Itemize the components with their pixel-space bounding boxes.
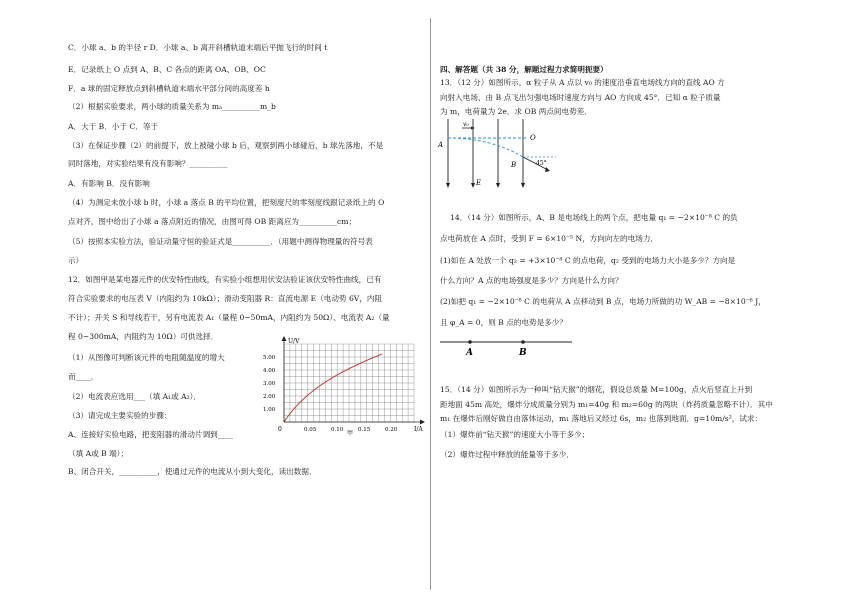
q12-step-b: B、闭合开关，__________，使通过元件的电流从小到大变化，读出数据． bbox=[68, 467, 317, 476]
q14-line1: 14．（14 分）如图所示，A、B 是电场线上的两个点，把电量 q₁ = −2×10⁻⁸ C 的负 bbox=[450, 213, 738, 222]
q12-sub1-line1: （1）从图像可判断该元件的电阻随温度的增大 bbox=[68, 353, 225, 362]
q11-part3-options: A．有影响 B．没有影响 bbox=[68, 179, 150, 188]
q15-line1: 15．（14 分）如图所示为一种叫“钻天猴”的烟花，假设总质量 M=100g，点火后竖直上升到 bbox=[440, 385, 753, 394]
y-tick-label: 4.00 bbox=[263, 368, 276, 374]
particle-trajectory bbox=[448, 138, 523, 157]
q11-part3-line2: 同时落地，对实验结果有没有影响？__________ bbox=[68, 159, 228, 168]
q12-sub1-line2: 而____． bbox=[68, 372, 99, 381]
x-tick-label: 0.15 bbox=[358, 427, 371, 433]
origin-label: 0 bbox=[278, 426, 282, 433]
field-arrow-3 bbox=[496, 183, 500, 188]
q11-part4-line2: 点对齐，图中给出了小球 a 落点附近的情况，由图可得 OB 距离应为__________cm； bbox=[68, 217, 357, 226]
x-tick-label: 0.20 bbox=[385, 427, 398, 433]
q15-part1: （1）爆炸前“钻天猴”的速度大小等于多少； bbox=[440, 430, 590, 439]
q11-part5-line2: 示） bbox=[68, 256, 84, 265]
point-b bbox=[521, 340, 525, 344]
q13-line1: 13．（12 分）如图所示，α 粒子从 A 点以 v₀ 的速度沿垂直电场线方向的直线 AO 方 bbox=[440, 78, 725, 87]
q11-part3-line1: （3）在保证步骤（2）的前提下，放上被碰小球 b 后，观察到两小球碰后，b 球先落地，不是 bbox=[68, 141, 384, 150]
option-e: E．记录纸上 O 点到 A、B、C 各点的距离 OA、OB、OC bbox=[68, 65, 266, 74]
section-title: 四、解答题（共 38 分，解题过程力求简明扼要） bbox=[440, 65, 608, 74]
y-tick-label: 2.00 bbox=[263, 394, 276, 400]
field-arrow-4 bbox=[521, 183, 525, 188]
q14-line2: 点电荷放在 A 点时，受到 F = 6×10⁻⁵ N，方向向左的电场力． bbox=[440, 234, 659, 243]
q13-figure bbox=[436, 117, 566, 191]
x-axis-arrow bbox=[420, 420, 425, 425]
q12-sub2: （2）电流表应选用___（填 A₁或 A₂）． bbox=[68, 392, 202, 401]
exit-velocity-arrow bbox=[545, 167, 550, 172]
point-a bbox=[468, 340, 472, 344]
option-f: F．a 球的固定释放点到斜槽轨道末端水平部分间的高度差 h bbox=[68, 84, 270, 93]
field-arrow-1 bbox=[446, 183, 450, 188]
q12-line3: 不计）；开关 S 和导线若干，另有电流表 A₁（量程 0~50mA，内阻约为 50Ω）、电流表 A₂（量 bbox=[68, 313, 390, 322]
q15-part2: （2）爆炸过程中释放的能量等于多少． bbox=[440, 450, 574, 459]
iv-curve-graph bbox=[262, 336, 432, 436]
q12-line4: 程 0~300mA，内阻约为 10Ω）可供选择． bbox=[68, 332, 219, 341]
q12-sub3: （3）请完成主要实验的步骤： bbox=[68, 411, 172, 420]
label-a: A bbox=[438, 141, 444, 149]
graph-grid bbox=[284, 344, 414, 422]
y-axis-arrow bbox=[282, 336, 287, 341]
y-axis-label: U/V bbox=[288, 338, 300, 345]
q12-line2: 符合实验要求的电压表 V（内阻约为 10kΩ）；滑动变阻器 R：直流电源 E（电动势 6V，内阻 bbox=[68, 294, 383, 303]
label-point-b: B bbox=[519, 348, 527, 358]
q14-part1-line1: (1)如在 A 处放一个 q₂ = +3×10⁻⁸ C 的点电荷，q₂ 受到的电场力大小是多少？方向是 bbox=[440, 256, 736, 265]
q11-part4-line1: （4）为测定未放小球 b 时，小球 a 落点 B 的平均位置，把刻度尺的零刻度线跟记录纸上的 O bbox=[68, 198, 385, 207]
q12-step-a-note: （填 A或 B 端）； bbox=[68, 449, 129, 458]
q11-part2: （2）根据实验要求，两小球的质量关系为 mₐ__________m_b bbox=[68, 102, 276, 111]
q14-part2-line2: 且 φ_A = 0，则 B 点的电势是多少？ bbox=[440, 318, 567, 327]
field-arrow-2 bbox=[471, 183, 475, 188]
q14-part2-line1: (2)如把 q₁ = −2×10⁻⁸ C 的电荷从 A 点移动到 B 点，电场力所做的功 W_AB = −8×10⁻⁶ J， bbox=[440, 297, 766, 306]
q14-part1-line2: 什么方向？A 点的电场强度是多少？方向是什么方向？ bbox=[440, 276, 623, 285]
graph-caption: 甲 bbox=[347, 430, 354, 436]
y-tick-label: 5.00 bbox=[263, 355, 276, 361]
x-tick-label: 0.05 bbox=[304, 427, 317, 433]
q13-line2: 向射入电场，由 B 点飞出匀强电场时速度方向与 AO 方向成 45°．已知 α 粒子质量 bbox=[440, 93, 721, 102]
label-o: O bbox=[530, 134, 536, 142]
label-b: B bbox=[511, 161, 517, 169]
q12-step-a: A、连接好实验电路，把变阻器的滑动片调到____ bbox=[68, 430, 233, 439]
column-divider bbox=[430, 18, 431, 590]
q12-line1: 12．如图甲是某电器元件的伏安特性曲线，有实验小组想用伏安法验证该伏安特性曲线，已有 bbox=[68, 275, 382, 284]
q15-line3: m₁ 在爆炸后刚好做自由落体运动，m₁ 落地后又经过 6s，m₂ 也落到地面．g=10m/s²，试求： bbox=[440, 414, 763, 423]
label-e: E bbox=[476, 179, 482, 187]
option-c-d: C．小球 a、b 的半径 r D．小球 a、b 离开斜槽轨道末端后平抛飞行的时间 t bbox=[68, 43, 328, 52]
q14-figure bbox=[436, 335, 576, 359]
y-tick-label: 1.00 bbox=[263, 407, 276, 413]
iv-curve bbox=[284, 354, 382, 422]
x-axis-label: I/A bbox=[414, 426, 423, 433]
x-tick-label: 0.10 bbox=[331, 427, 344, 433]
q15-line2: 距地面 45m 高处，爆炸分成质量分别为 m₁=40g 和 m₂=60g 的两块（炸药质量忽略不计）．其中 bbox=[440, 400, 773, 409]
label-angle: 45° bbox=[536, 160, 547, 167]
q11-part5-line1: （5）按照本实验方法，验证动量守恒的验证式是__________．（用题中测得物理量的符号表 bbox=[68, 237, 373, 246]
label-v0: v₀ bbox=[463, 121, 469, 128]
q13-line3: 为 m，电荷量为 2e．求 OB 两点间电势差． bbox=[440, 107, 592, 116]
y-tick-label: 3.00 bbox=[263, 381, 276, 387]
label-point-a: A bbox=[466, 348, 473, 358]
q11-part2-options: A．大于 B．小于 C．等于 bbox=[68, 122, 159, 131]
